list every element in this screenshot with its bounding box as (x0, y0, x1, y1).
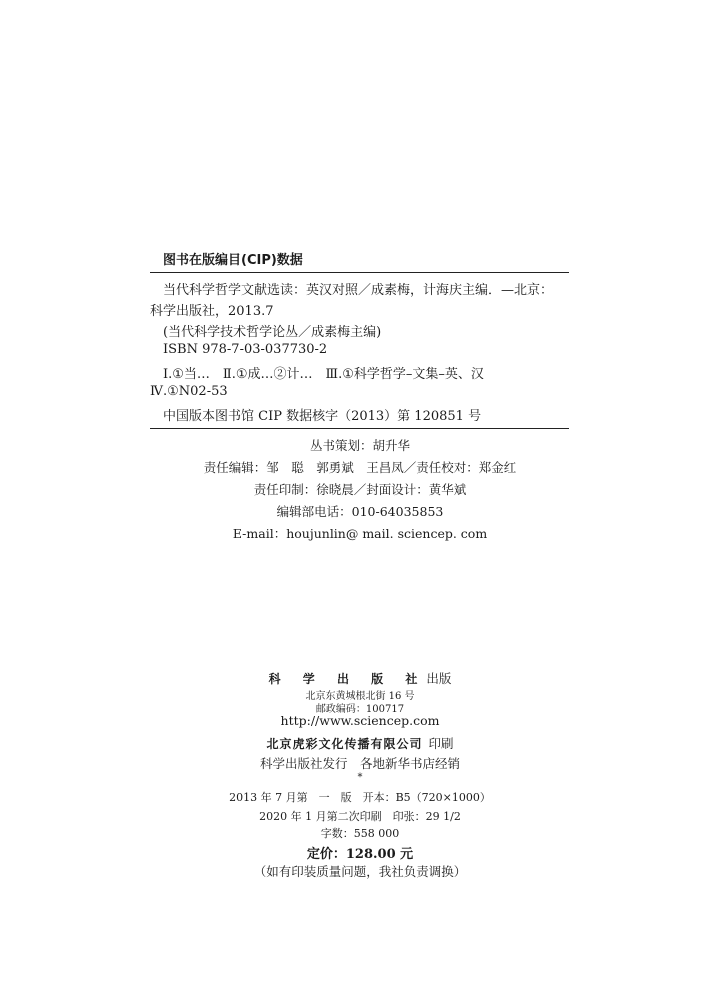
word-count: 字数：558 000 (320, 827, 400, 840)
printer-line (0, 733, 720, 752)
cip-record-number: 中国版本图书馆 CIP 数据核字（2013）第 120851 号 (163, 409, 482, 424)
printing-and-sheets: 2020 年 1 月第二次印刷 印张：29 1/2 (259, 810, 461, 823)
cip-line-1: 当代科学哲学文献选读：英汉对照／成素梅，计海庆主编．—北京： (163, 283, 554, 298)
cip-top-rule (150, 272, 569, 273)
print-and-cover-credits: 责任印制：徐晓晨／封面设计：黄华斌 (253, 482, 467, 497)
cip-bottom-rule (150, 428, 569, 429)
distribution-line: 科学出版社发行 各地新华书店经销 (259, 756, 460, 771)
edition-and-format: 2013 年 7 月第 一 版 开本：B5（720×1000） (229, 791, 491, 804)
cip-isbn: ISBN 978-7-03-037730-2 (163, 342, 328, 357)
printer-suffix: 印刷 (428, 736, 454, 751)
publisher-url: http://www.sciencep.com (280, 713, 440, 728)
quality-notice: （如有印装质量问题，我社负责调换） (253, 864, 467, 879)
separator-star: * (357, 772, 363, 783)
editorial-phone: 编辑部电话：010-64035853 (276, 504, 444, 519)
responsible-editors: 责任编辑：邹 聪 郭勇斌 王昌凤／责任校对：郑金红 (203, 460, 517, 475)
printer-name: 北京虎彩文化传播有限公司 (266, 737, 423, 751)
cip-classification-2: Ⅳ.①N02-53 (150, 384, 228, 399)
cip-line-2: 科学出版社，2013.7 (150, 304, 274, 319)
editorial-email: E-mail：houjunlin@ mail. sciencep. com (232, 526, 488, 541)
price: 定价：128.00 元 (306, 847, 414, 862)
publisher-line (0, 668, 720, 687)
publisher-address: 北京东黄城根北街 16 号 (305, 691, 415, 702)
series-planner: 丛书策划：胡升华 (309, 438, 410, 453)
publisher-suffix: 出版 (426, 671, 452, 686)
publisher-name: 科 学 出 版 社 (268, 672, 427, 686)
cip-classification-1: Ⅰ.①当… Ⅱ.①成…②计… Ⅲ.①科学哲学–文集–英、汉 (163, 367, 484, 382)
cip-line-3: (当代科学技术哲学论丛／成素梅主编) (163, 325, 382, 340)
cip-heading: 图书在版编目(CIP)数据 (163, 253, 303, 268)
publisher-postcode: 邮政编码：100717 (315, 704, 405, 715)
